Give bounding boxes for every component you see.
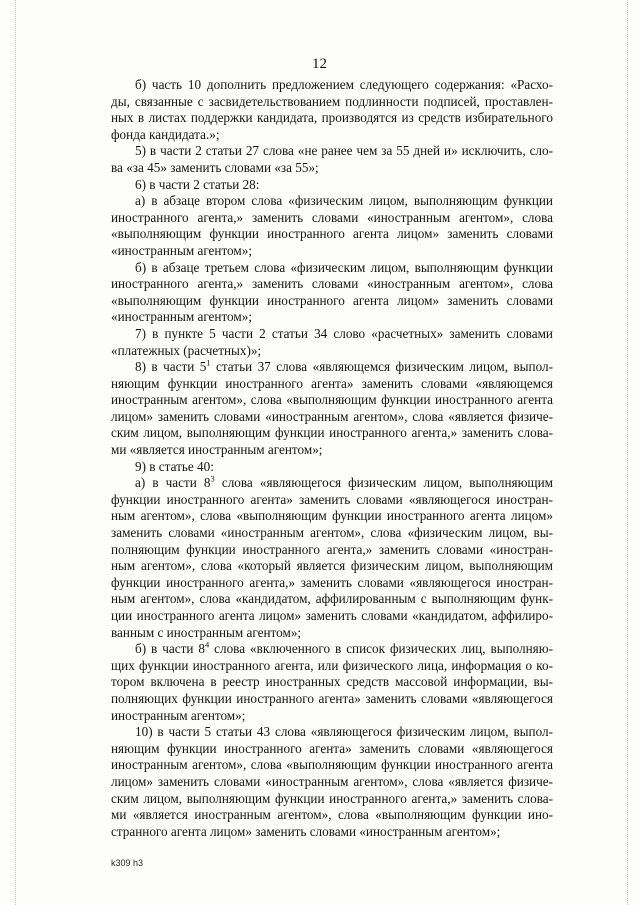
paragraph-p-10 — [111, 724, 553, 840]
text-line: ва «за 45» заменить словами «за 55»; — [111, 159, 319, 175]
text-line: «иностранным агентом»; — [111, 242, 253, 258]
text-line: полняющим функции иностранного агента,» заменить словами «иностран- — [111, 541, 553, 557]
text-line: б) в абзаце третьем слова «физическим лицом, выполняющим функции — [135, 259, 553, 275]
text-line: няющим функции иностранного агента» заменить словами «являющемся — [111, 375, 553, 391]
text-line: 10) в части 5 статьи 43 слова «являющегося физическим лицом, выпол- — [135, 724, 553, 740]
text-line: 9) в статье 40: — [135, 458, 214, 474]
text-line: лицом» заменить словами «иностранным агентом», слова «является физиче- — [111, 773, 553, 789]
text-line: 8) в части $5^1$ статьи 37 слова «являющемся физическим лицом, выпол- — [135, 359, 553, 375]
paragraph-p-6a — [111, 193, 553, 259]
text-line: 6) в части 2 статьи 28: — [135, 176, 260, 192]
text-line: полняющих функции иностранного агента» заменить словами «являющегося — [111, 690, 553, 706]
text-line: функции иностранного агента,» заменить словами «являющегося иностран- — [111, 574, 553, 590]
text-line: ским лицом, выполняющим функции иностранного агента,» заменить слова- — [111, 790, 553, 806]
paragraph-p-9b — [111, 641, 553, 724]
paragraph-p-6 — [111, 177, 553, 194]
text-line: иностранного агента,» заменить словами «иностранным агентом», слова — [111, 209, 553, 225]
text-line: ным агентом», слова «который является физическим лицом, выполняющим — [111, 558, 553, 574]
text-line: б) в части $8^4$ слова «включенного в список физических лиц, выполняю- — [135, 641, 553, 657]
text-line: ным агентом», слова «кандидатом, аффилированным с выполняющим функ- — [111, 591, 553, 607]
paragraph-p-5 — [111, 143, 553, 176]
text-line: иностранного агента,» заменить словами «иностранным агентом», слова — [111, 276, 553, 292]
text-line: а) в части $8^3$ слова «являющегося физическим лицом, выполняющим — [135, 475, 553, 491]
text-line: няющим функции иностранного агента» заменить словами «являющегося — [111, 740, 553, 756]
text-line: ским лицом, выполняющим функции иностранного агента,» заменить слова- — [111, 425, 553, 441]
text-line: 7) в пункте 5 части 2 статьи 34 слово «расчетных» заменить словами — [135, 325, 553, 341]
paragraph-p-6b — [111, 260, 553, 326]
text-line: щих функции иностранного агента, или физического лица, информация о ко- — [111, 657, 553, 673]
text-line: функции иностранного агента» заменить словами «являющегося иностран- — [111, 491, 553, 507]
text-line: а) в абзаце втором слова «физическим лицом, выполняющим функции — [135, 193, 553, 209]
text-line: фонда кандидата.»; — [111, 126, 220, 142]
scan-edge-right — [627, 0, 628, 905]
text-line: «выполняющим функции иностранного агента лицом» заменить словами — [111, 292, 553, 308]
text-line: б) часть 10 дополнить предложением следующего содержания: «Расхо- — [135, 77, 553, 92]
paragraph-p-8 — [111, 359, 553, 459]
text-line: ванным с иностранным агентом»; — [111, 624, 302, 640]
text-line: странного агента лицом» заменить словами «иностранным агентом»; — [111, 823, 501, 839]
page-number: 12 — [312, 56, 327, 72]
text-line: ных в листах поддержки кандидата, производятся из средств избирательного — [111, 110, 553, 126]
text-line: иностранным агентом», слова «выполняющим функции иностранного агента — [111, 757, 553, 773]
paragraph-p-9 — [111, 459, 553, 476]
text-line: «иностранным агентом»; — [111, 309, 253, 325]
text-line: «выполняющим функции иностранного агента лицом» заменить словами — [111, 226, 553, 242]
paragraph-p-b-part10 — [111, 77, 553, 143]
text-line: ным агентом», слова «выполняющим функции иностранного агента лицом» — [111, 508, 553, 524]
text-line: ми «является иностранным агентом»; — [111, 442, 323, 458]
text-line: ды, связанные с засвидетельствованием подлинности подписей, проставлен- — [111, 93, 553, 109]
text-line: заменить словами «иностранным агентом», слова «физическим лицом, вы- — [111, 525, 553, 541]
paragraph-p-9a — [111, 475, 553, 641]
text-line: 5) в части 2 статьи 27 слова «не ранее чем за 55 дней и» исключить, сло- — [135, 143, 553, 159]
scan-edge-left — [15, 0, 16, 905]
text-line: лицом» заменить словами «иностранным агентом», слова «является физиче- — [111, 408, 553, 424]
text-line: иностранным агентом»; — [111, 707, 246, 723]
footer-code: k309 h3 — [111, 858, 144, 868]
document-body — [111, 77, 553, 840]
text-line: «платежных (расчетных)»; — [111, 342, 262, 358]
text-line: ми «является иностранным агентом», слова «выполняющим функции ино- — [111, 807, 553, 823]
text-line: иностранным агентом», слова «выполняющим функции иностранного агента — [111, 392, 553, 408]
text-line: тором включена в реестр иностранных средств массовой информации, вы- — [111, 674, 553, 690]
text-line: ции иностранного агента лицом» заменить словами «кандидатом, аффилиро- — [111, 608, 553, 623]
paragraph-p-7 — [111, 326, 553, 359]
